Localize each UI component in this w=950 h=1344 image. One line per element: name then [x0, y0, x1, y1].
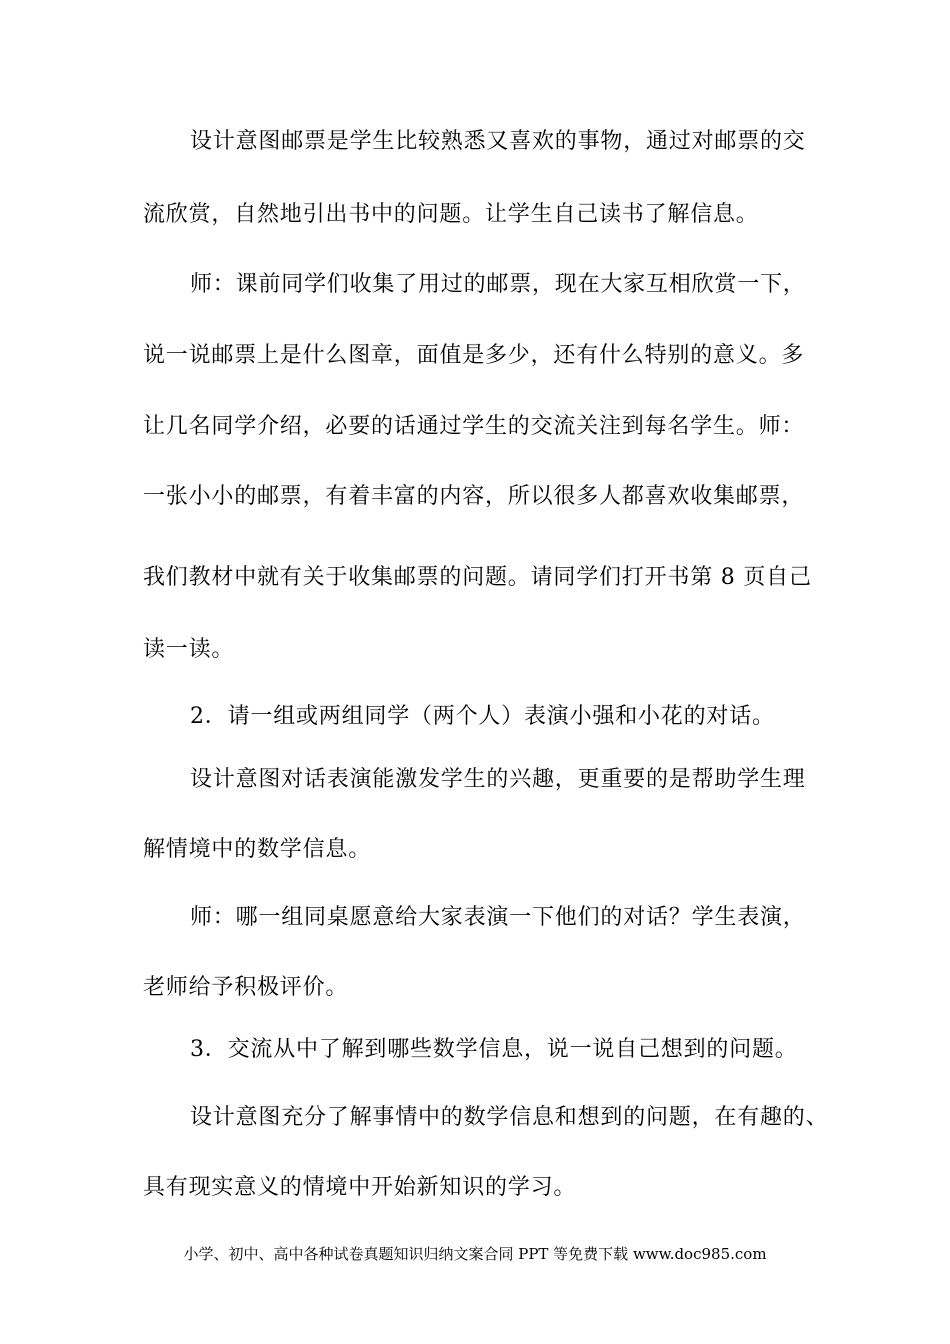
paragraph-line: 让几名同学介绍，必要的话通过学生的交流关注到每名学生。师： — [143, 414, 805, 439]
paragraph-line: 师：哪一组同桌愿意给大家表演一下他们的对话？学生表演， — [190, 905, 806, 930]
paragraph-line: 老师给予积极评价。 — [143, 975, 349, 1000]
paragraph-line: 读一读。 — [143, 637, 235, 662]
page-footer: 小学、初中、高中各种试卷真题知识归纳文案合同 PPT 等免费下载 www.doc985.com — [183, 1245, 767, 1263]
paragraph-line: 设计意图邮票是学生比较熟悉又喜欢的事物，通过对邮票的交 — [190, 129, 806, 154]
paragraph-line: 我们教材中就有关于收集邮票的问题。请同学们打开书第 8 页自己 — [143, 565, 812, 590]
paragraph-line: 设计意图对话表演能激发学生的兴趣，更重要的是帮助学生理 — [190, 767, 806, 792]
paragraph-line: 流欣赏，自然地引出书中的问题。让学生自己读书了解信息。 — [143, 202, 759, 227]
paragraph-line: 说一说邮票上是什么图章，面值是多少，还有什么特别的意义。多 — [143, 343, 805, 368]
paragraph-line: 师：课前同学们收集了用过的邮票，现在大家互相欣赏一下， — [190, 272, 806, 297]
paragraph-line: 2．请一组或两组同学（两个人）表演小强和小花的对话。 — [190, 704, 775, 729]
paragraph-line: 3．交流从中了解到哪些数学信息，说一说自己想到的问题。 — [190, 1037, 798, 1062]
paragraph-line: 设计意图充分了解事情中的数学信息和想到的问题，在有趣的、 — [190, 1105, 829, 1130]
paragraph-line: 具有现实意义的情境中开始新知识的学习。 — [143, 1175, 577, 1200]
paragraph-line: 一张小小的邮票，有着丰富的内容，所以很多人都喜欢收集邮票， — [143, 484, 805, 509]
paragraph-line: 解情境中的数学信息。 — [143, 837, 372, 862]
